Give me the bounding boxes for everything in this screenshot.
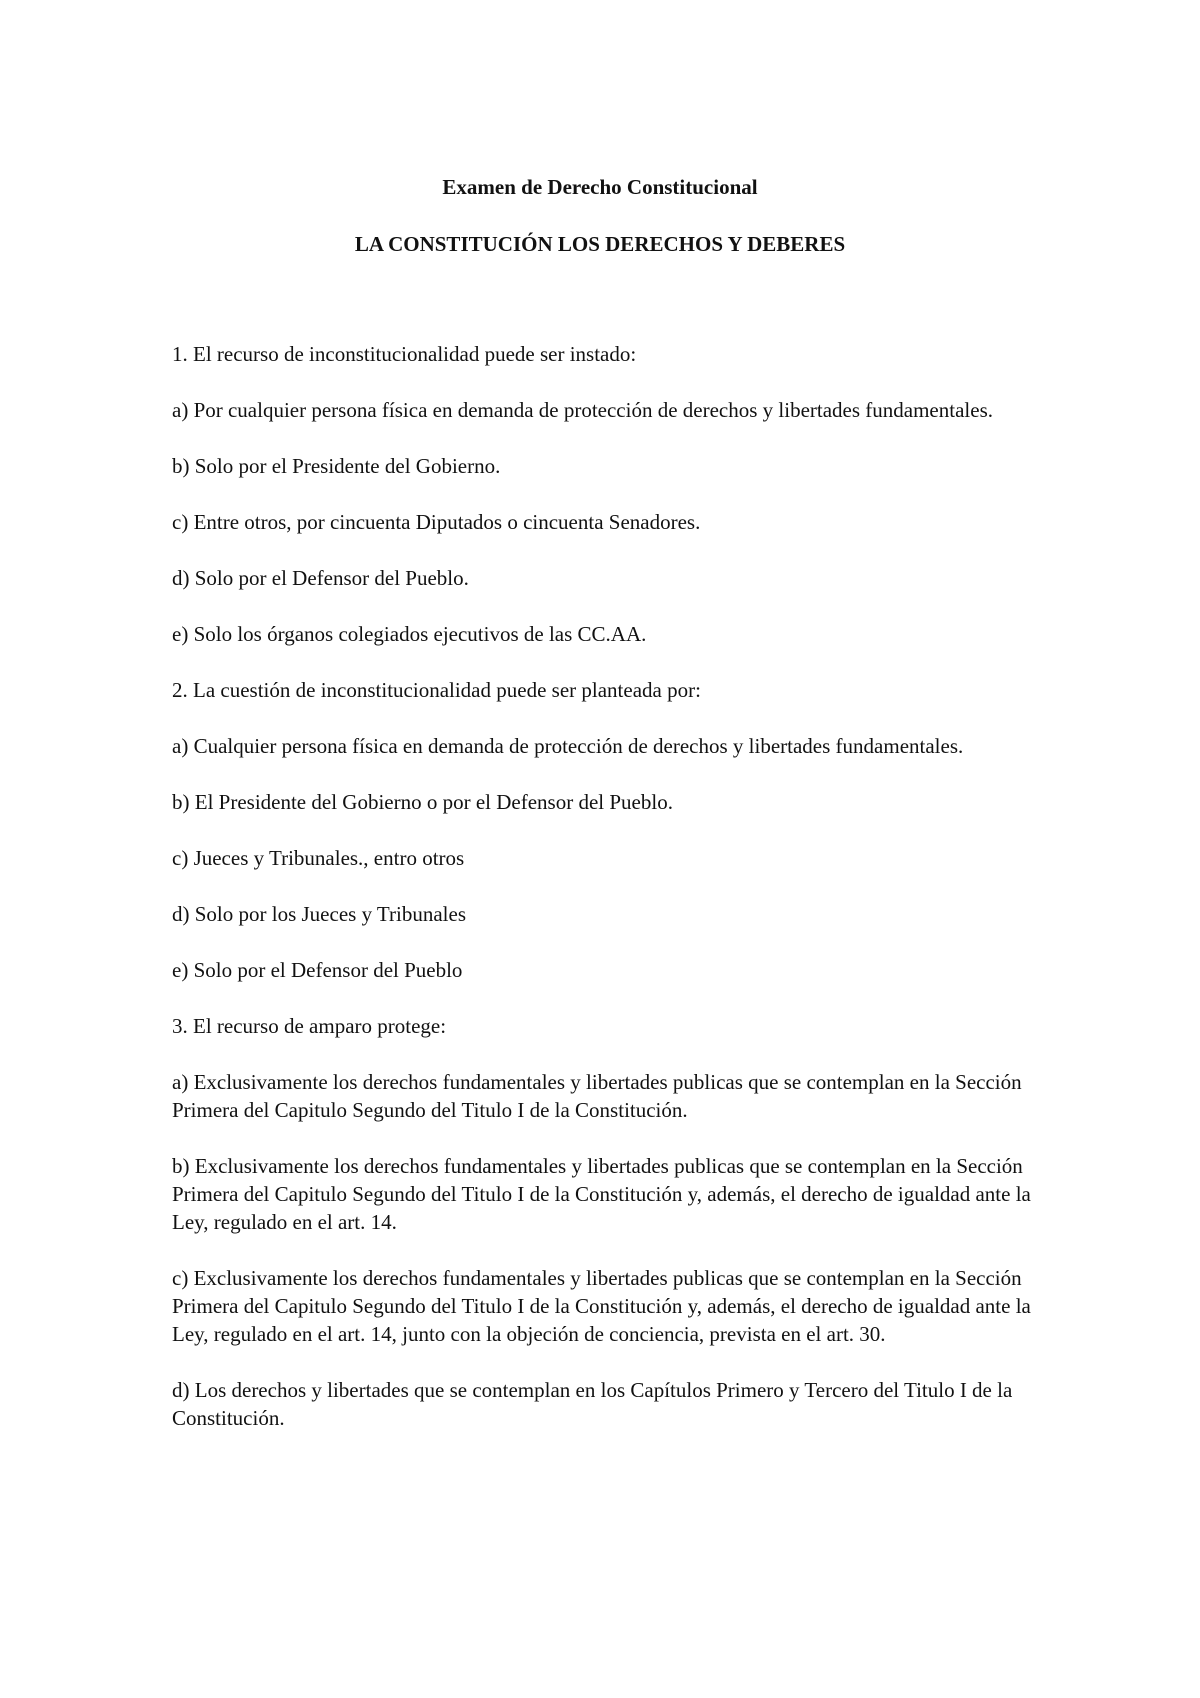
- document-subtitle: LA CONSTITUCIÓN LOS DERECHOS Y DEBERES: [354, 232, 846, 256]
- question-1-prompt: 1. El recurso de inconstitucionalidad puede ser instado:: [172, 342, 637, 366]
- question-3-option-d: d) Los derechos y libertades que se contemplan en los Capítulos Primero y Tercero del Titulo I de la Constitución.: [172, 1378, 1013, 1430]
- question-2-option-e: e) Solo por el Defensor del Pueblo: [172, 958, 463, 982]
- question-3-prompt: 3. El recurso de amparo protege:: [172, 1014, 447, 1038]
- question-1-option-c: c) Entre otros, por cincuenta Diputados o cincuenta Senadores.: [172, 510, 701, 534]
- question-2-option-d: d) Solo por los Jueces y Tribunales: [172, 902, 466, 926]
- question-3-option-c: c) Exclusivamente los derechos fundamentales y libertades publicas que se contemplan en la Sección Primera del Capitulo Segundo del Titulo I de la Constitución y, además, el derecho de igualdad ante la Ley, regulado en el art. 14, junto con la objeción de conciencia, prevista en el art. 30.: [172, 1266, 1031, 1346]
- question-1-option-e: e) Solo los órganos colegiados ejecutivos de las CC.AA.: [172, 622, 647, 646]
- exam-content: [172, 340, 1052, 1460]
- document-title: Examen de Derecho Constitucional: [442, 175, 758, 199]
- question-2-option-a: a) Cualquier persona física en demanda de protección de derechos y libertades fundamentales.: [172, 734, 964, 758]
- question-1-option-a: a) Por cualquier persona física en demanda de protección de derechos y libertades fundamentales.: [172, 398, 993, 422]
- question-3-option-a: a) Exclusivamente los derechos fundamentales y libertades publicas que se contemplan en la Sección Primera del Capitulo Segundo del Titulo I de la Constitución.: [172, 1070, 1022, 1122]
- question-3-option-b: b) Exclusivamente los derechos fundamentales y libertades publicas que se contemplan en la Sección Primera del Capitulo Segundo del Titulo I de la Constitución y, además, el derecho de igualdad ante la Ley, regulado en el art. 14.: [172, 1154, 1031, 1234]
- question-2-option-b: b) El Presidente del Gobierno o por el Defensor del Pueblo.: [172, 790, 673, 814]
- question-1-option-b: b) Solo por el Presidente del Gobierno.: [172, 454, 501, 478]
- question-2-prompt: 2. La cuestión de inconstitucionalidad puede ser planteada por:: [172, 678, 701, 702]
- question-2-option-c: c) Jueces y Tribunales., entro otros: [172, 846, 465, 870]
- question-1-option-d: d) Solo por el Defensor del Pueblo.: [172, 566, 469, 590]
